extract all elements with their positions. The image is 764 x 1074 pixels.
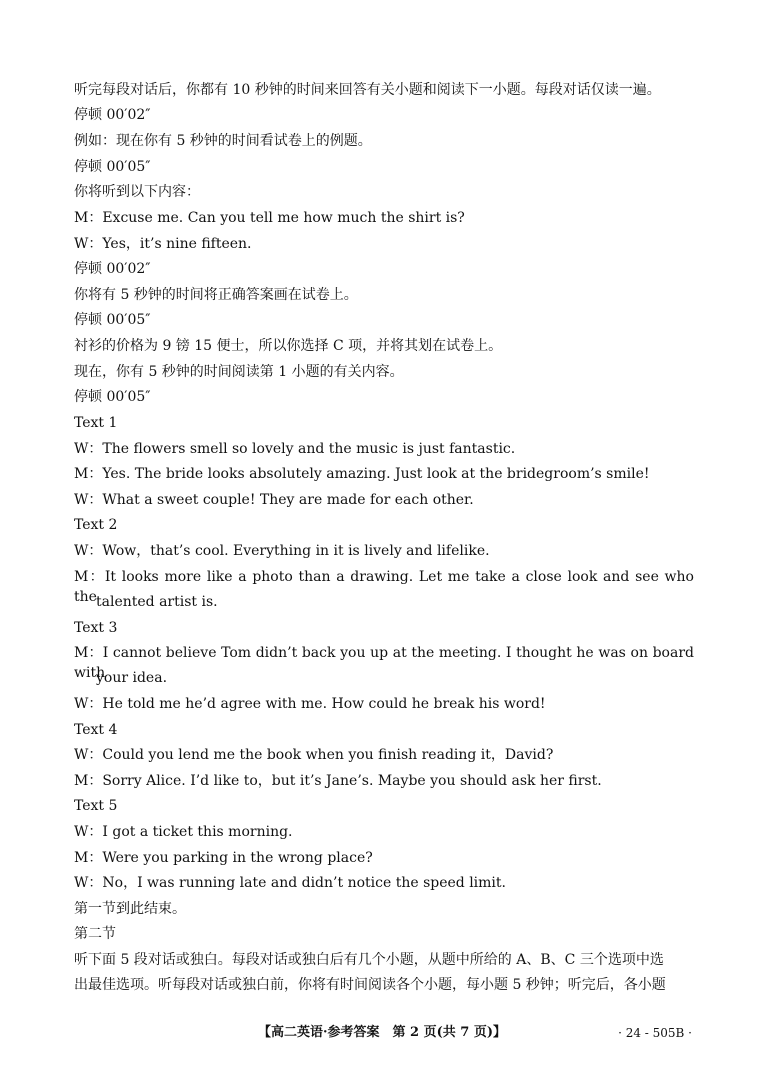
dialogue-line: W：What a sweet couple! They are made for each other. <box>74 492 474 508</box>
dialogue-line: M：Excuse me. Can you tell me how much the shirt is? <box>74 210 465 226</box>
footer-code: · 24 - 505B · <box>618 1026 692 1040</box>
text-heading: Text 1 <box>74 415 118 431</box>
page-footer <box>0 1023 764 1043</box>
dialogue-line: W：I got a ticket this morning. <box>74 824 293 840</box>
dialogue-line: M：Were you parking in the wrong place? <box>74 850 373 866</box>
text-heading: Text 4 <box>74 722 118 738</box>
dialogue-line: M：I cannot believe Tom didn’t back you up at the meeting. I thought he was on board with <box>74 645 694 681</box>
instruction-line: 听完每段对话后，你都有 10 秒钟的时间来回答有关小题和阅读下一小题。每段对话仅读一遍。 <box>74 82 661 98</box>
dialogue-line: M：It looks more like a photo than a drawing. Let me take a close look and see who the <box>74 569 694 605</box>
dialogue-line: W：He told me he’d agree with me. How could he break his word! <box>74 696 546 712</box>
instruction-line: 听下面 5 段对话或独白。每段对话或独白后有几个小题，从题中所给的 A、B、C 三个选项中选 <box>74 952 664 968</box>
section-heading: 第二节 <box>74 926 116 942</box>
dialogue-line: M：Sorry Alice. I’d like to，but it’s Jane’s. Maybe you should ask her first. <box>74 773 602 789</box>
pause-line: 停顿 00′02″ <box>74 261 151 277</box>
pause-line: 停顿 00′05″ <box>74 312 151 328</box>
text-heading: Text 2 <box>74 517 118 533</box>
dialogue-line: W：No，I was running late and didn’t notice the speed limit. <box>74 875 506 891</box>
dialogue-line: W：The flowers smell so lovely and the music is just fantastic. <box>74 441 516 457</box>
text-heading: Text 3 <box>74 620 118 636</box>
section-end-line: 第一节到此结束。 <box>74 901 186 917</box>
explanation-line: 衬衫的价格为 9 镑 15 便士，所以你选择 C 项，并将其划在试卷上。 <box>74 338 503 354</box>
instruction-line: 出最佳选项。听每段对话或独白前，你将有时间阅读各个小题，每小题 5 秒钟；听完后，各小题 <box>74 977 666 993</box>
footer-title: 【高二英语·参考答案 第 2 页(共 7 页)】 <box>257 1025 507 1040</box>
text-heading: Text 5 <box>74 798 118 814</box>
dialogue-line: M：Yes. The bride looks absolutely amazing. Just look at the bridegroom’s smile! <box>74 466 650 482</box>
example-line: 例如：现在你有 5 秒钟的时间看试卷上的例题。 <box>74 133 372 149</box>
instruction-line: 你将听到以下内容： <box>74 184 200 200</box>
dialogue-line-continued: talented artist is. <box>96 594 218 610</box>
dialogue-line: W：Wow，that’s cool. Everything in it is lively and lifelike. <box>74 543 490 559</box>
dialogue-line: W：Could you lend me the book when you finish reading it，David? <box>74 747 554 763</box>
instruction-line: 现在，你有 5 秒钟的时间阅读第 1 小题的有关内容。 <box>74 364 404 380</box>
pause-line: 停顿 00′05″ <box>74 389 151 405</box>
pause-line: 停顿 00′05″ <box>74 159 151 175</box>
dialogue-line: W：Yes，it’s nine fifteen. <box>74 236 252 252</box>
instruction-line: 你将有 5 秒钟的时间将正确答案画在试卷上。 <box>74 287 358 303</box>
pause-line: 停顿 00′02″ <box>74 107 151 123</box>
dialogue-line-continued: your idea. <box>96 670 168 686</box>
